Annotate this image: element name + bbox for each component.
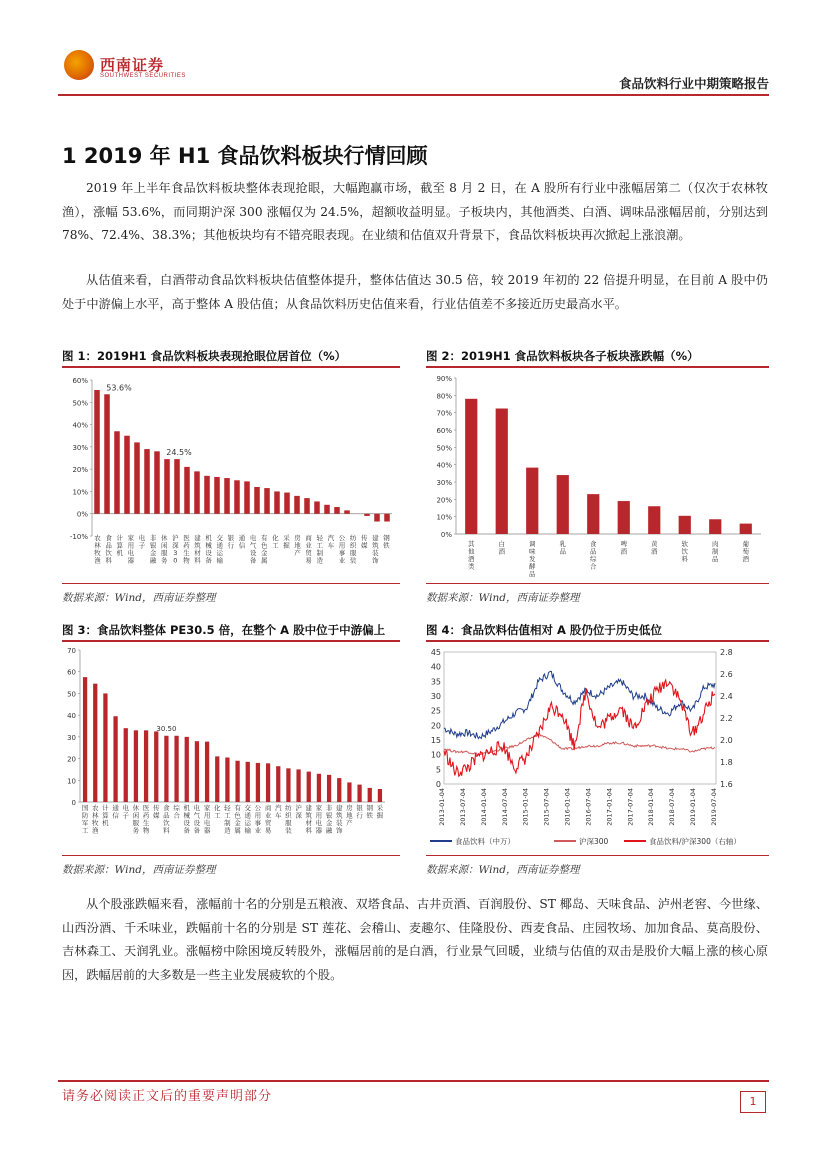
legend-label: 食品饮料（中万） (455, 837, 515, 846)
x-tick-label: 采掘 (376, 804, 384, 820)
paragraph-1: 2019 年上半年食品饮料板块整体表现抢眼，大幅跑赢市场，截至 8 月 2 日，在 A 股所有行业中涨幅居第二（仅次于农林牧渔），涨幅 53.6%，而同期沪深 300 涨幅仅为 24.5%，超额收益明显。子板块内，其他酒类、白酒、调味品涨幅居前，分别达到 78%、72.4%、38.3%；其他板块均有不错亮眼表现。在业绩和估值双升背景下，食品饮料板块再次掀起上涨浪潮。 (62, 181, 768, 242)
x-tick-label: 2019-01-04 (689, 788, 698, 826)
bar-公用事业 (294, 496, 300, 514)
x-tick-label: 化工 (272, 534, 279, 550)
bar-通信 (113, 716, 117, 802)
fig1-bottom-line (62, 583, 400, 584)
y-tick-label: 10 (67, 777, 76, 786)
fig3-chart (62, 644, 402, 854)
bar-采掘 (378, 789, 382, 802)
y-tick-label: 30 (67, 733, 76, 742)
bar-其他酒类 (465, 399, 477, 534)
x-tick-label: 休闲服务 (160, 534, 168, 565)
y-right-tick-label: 2.8 (720, 648, 733, 657)
bar-轻工制造 (225, 757, 229, 802)
bar-建筑材料 (307, 772, 311, 802)
y-left-tick-label: 15 (430, 736, 441, 745)
x-tick-label: 家用电器 (203, 804, 211, 835)
x-tick-label: 通信 (112, 804, 119, 820)
bar-传媒 (324, 505, 330, 514)
bar-机械设备 (185, 737, 189, 802)
report-title: 食品饮料行业中期策略报告 (618, 76, 769, 91)
bar-建筑装饰 (274, 491, 280, 513)
bar-钢铁 (368, 788, 372, 802)
x-tick-label: 商业贸易 (264, 804, 272, 835)
bar-有色金属 (224, 478, 230, 514)
y-left-tick-label: 30 (430, 692, 441, 701)
fig4-divider (426, 640, 769, 642)
y-right-tick-label: 2.4 (720, 692, 733, 701)
bar-软饮料 (679, 516, 691, 534)
bar-休闲服务 (134, 730, 138, 802)
data-label: 53.6% (106, 383, 132, 393)
y-tick-label: 40% (72, 421, 88, 430)
fig4-source: 数据来源：Wind，西南证券整理 (426, 864, 580, 876)
y-tick-label: 40 (67, 712, 76, 721)
x-tick-label: 电气设备 (193, 804, 201, 835)
bar-食品饮料 (164, 736, 168, 802)
bar-银行 (357, 785, 361, 802)
y-tick-label: 20% (436, 496, 452, 505)
bar-国防军工 (304, 498, 310, 514)
fig3-source: 数据来源：Wind，西南证券整理 (62, 864, 216, 876)
bar-商业贸易 (254, 487, 260, 514)
y-right-tick-label: 1.8 (720, 758, 733, 767)
legend-label: 沪深300 (579, 837, 609, 846)
y-tick-label: 50% (72, 399, 88, 408)
x-tick-label: 软饮料 (681, 540, 688, 563)
y-tick-label: 50 (67, 690, 76, 699)
x-tick-label: 建筑材料 (305, 804, 312, 835)
y-tick-label: 60% (72, 377, 88, 385)
x-tick-label: 2015-01-04 (521, 788, 530, 826)
x-tick-label: 沪深 (295, 804, 302, 820)
bar-电气设备 (214, 477, 220, 514)
bar-非银金融 (144, 449, 150, 514)
x-tick-label: 沪深 3 0 (172, 534, 179, 565)
bar-黄酒 (648, 506, 660, 534)
series-line-食品饮料/沪深300（右轴） (444, 680, 715, 776)
x-tick-label: 交通运输 (244, 804, 251, 835)
x-tick-label: 2016-01-04 (563, 788, 572, 826)
fig3-divider (62, 640, 400, 642)
y-tick-label: 0% (76, 510, 88, 519)
y-right-tick-label: 2.2 (720, 714, 733, 723)
bar-计算机 (114, 431, 120, 513)
y-tick-label: 60 (67, 668, 76, 677)
y-tick-label: 20% (72, 466, 88, 475)
y-left-tick-label: 5 (435, 765, 441, 775)
x-tick-label: 银行 (227, 534, 235, 550)
x-tick-label: 黄酒 (651, 540, 658, 556)
x-tick-label: 2017-01-04 (605, 788, 614, 826)
y-tick-label: 0% (440, 531, 452, 539)
x-tick-label: 非银金融 (149, 534, 157, 565)
y-tick-label: 90% (436, 375, 452, 383)
bar-银行 (364, 514, 370, 516)
x-tick-label: 汽车 (275, 804, 282, 820)
fig3-bottom-line (62, 855, 400, 856)
x-tick-label: 2013-07-04 (458, 788, 467, 826)
x-tick-label: 公用事业 (254, 804, 262, 835)
x-tick-label: 农林牧渔 (94, 534, 101, 565)
bar-沪深300 (164, 459, 170, 514)
x-tick-label: 2014-01-04 (479, 788, 488, 826)
x-tick-label: 肉制品 (712, 540, 719, 563)
bar-农林牧渔 (93, 684, 97, 802)
y-left-tick-label: 25 (430, 706, 441, 716)
x-tick-label: 交通运输 (216, 534, 224, 565)
x-tick-label: 电子 (122, 804, 129, 820)
x-tick-label: 乳品 (559, 540, 566, 556)
x-tick-label: 食品综合 (590, 540, 597, 571)
bar-啤酒 (618, 501, 630, 534)
x-tick-label: 家用电器 (127, 534, 135, 565)
x-tick-label: 轻工制造 (316, 534, 324, 565)
x-tick-label: 其他酒类 (468, 540, 475, 571)
bar-汽车 (264, 488, 270, 514)
y-tick-label: 70 (67, 647, 76, 655)
x-tick-label: 电子 (138, 534, 146, 550)
fig1-divider (62, 366, 400, 368)
x-tick-label: 银行 (356, 804, 363, 820)
x-tick-label: 计算机 (116, 534, 124, 557)
y-right-tick-label: 2.0 (720, 736, 733, 745)
fig2-chart (426, 370, 769, 580)
x-tick-label: 汽车 (327, 534, 335, 550)
bar-国防军工 (83, 677, 87, 802)
bar-家用电器2 (317, 774, 321, 802)
y-tick-label: 70% (436, 409, 452, 418)
y-tick-label: 80% (436, 392, 452, 401)
x-tick-label: 医药生物 (142, 804, 150, 835)
bar-建筑装饰 (337, 778, 341, 802)
bar-化工 (215, 756, 219, 802)
y-right-tick-label: 2.6 (720, 670, 733, 679)
bar-非银金融 (327, 775, 331, 802)
x-tick-label: 钢铁 (366, 804, 373, 820)
bar-休闲服务 (154, 451, 160, 513)
x-tick-label: 商业贸易 (305, 534, 312, 565)
x-tick-label: 轻工制造 (224, 804, 231, 835)
x-tick-label: 休闲服务 (132, 804, 140, 835)
y-left-tick-label: 10 (430, 750, 441, 760)
bar-调味发酵品 (526, 468, 538, 534)
x-tick-label: 采掘 (283, 534, 290, 550)
bar-公用事业 (256, 763, 260, 802)
data-label: 24.5% (166, 448, 192, 458)
fig1-source: 数据来源：Wind，西南证券整理 (62, 592, 216, 604)
bar-交通运输 (246, 762, 250, 802)
bar-沪深300 (296, 769, 300, 802)
fig3-title: 图 3：食品饮料整体 PE30.5 倍，在整个 A 股中位于中游偏上 (62, 623, 386, 637)
y-tick-label: 40% (436, 461, 452, 470)
x-tick-label: 房地产 (346, 804, 353, 827)
x-tick-label: 有色金属 (234, 804, 241, 835)
footer-divider (58, 1080, 769, 1082)
x-tick-label: 传媒 (360, 534, 368, 550)
bar-肉制品 (709, 519, 721, 534)
fig1-title: 图 1：2019H1 食品饮料板块表现抢眼位居首位（%） (62, 349, 347, 363)
x-tick-label: 计算机 (102, 804, 109, 827)
x-tick-label: 纺织服装 (285, 804, 292, 835)
x-tick-label: 2013-01-04 (438, 788, 446, 826)
x-tick-label: 房地产 (294, 534, 301, 557)
y-tick-label: 20 (67, 755, 76, 764)
x-tick-label: 建筑装饰 (372, 534, 379, 565)
y-tick-label: 50% (436, 444, 452, 453)
section-title: 1 2019 年 H1 食品饮料板块行情回顾 (62, 144, 428, 168)
data-label: 30.50 (156, 724, 177, 733)
y-left-tick-label: 35 (430, 677, 441, 687)
x-tick-label: 有色金属 (260, 534, 268, 565)
x-tick-label: 2018-07-04 (668, 788, 677, 826)
x-tick-label: 传媒 (153, 804, 160, 820)
fig1-chart (62, 370, 402, 580)
bar-纺织服装 (286, 768, 290, 802)
x-tick-label: 食品饮料 (163, 804, 170, 835)
bar-传媒 (154, 731, 158, 802)
fig2-divider (426, 366, 769, 368)
y-tick-label: 10% (72, 488, 88, 497)
x-tick-label: 建筑材料 (194, 534, 201, 565)
x-tick-label: 公用事业 (338, 534, 346, 565)
bar-电气设备 (195, 741, 199, 802)
y-tick-label: 30% (436, 479, 452, 487)
x-tick-label: 通信 (238, 534, 246, 550)
bar-商业贸易 (266, 763, 270, 802)
x-tick-label: 机械设备 (183, 804, 190, 835)
bar-食品饮料 (104, 394, 110, 513)
bar-交通运输 (204, 476, 210, 514)
series-line-沪深300 (444, 734, 715, 755)
bar-医药生物 (184, 467, 190, 514)
y-left-tick-label: 40 (430, 662, 441, 672)
x-tick-label: 2016-07-04 (584, 788, 593, 826)
bar-房地产 (374, 514, 380, 522)
logo-cn-text: 西南证券 (100, 56, 165, 74)
x-tick-label: 医药生物 (183, 534, 190, 565)
x-tick-label: 钢铁 (383, 534, 390, 550)
x-tick-label: 化工 (214, 804, 221, 820)
y-left-tick-label: 0 (435, 780, 441, 789)
header-divider (58, 94, 769, 96)
x-tick-label: 调味发酵品 (529, 540, 536, 578)
paragraph-3: 从个股涨跌幅来看，涨幅前十名的分别是五粮液、双塔食品、古井贡酒、百润股份、ST 椰岛、天味食品、泸州老窖、今世缘、山西汾酒、千禾味业，跌幅前十名的分别是 ST 莲花、会稽山、麦趣尔、佳隆股份、西麦食品、庄园牧场、加加食品、莫高股份、吉林森工、天润乳业。涨幅榜中除困境反转股外，涨幅居前的是白酒，行业景气回暖，业绩与估值的双击是股价大幅上涨的核心原因，跌幅居前的大多数是一些主业发展疲软的个股。 (62, 897, 768, 982)
y-tick-label: -10% (69, 533, 88, 541)
legend-label: 食品饮料/沪深300（右轴） (649, 837, 741, 846)
logo-en-text: SOUTHWEST SECURITIES (100, 73, 186, 79)
bar-钢铁 (244, 481, 250, 513)
y-tick-label: 60% (436, 427, 452, 435)
bar-农林牧渔 (94, 390, 100, 514)
bar-有色金属 (235, 761, 239, 802)
y-tick-label: 10% (436, 513, 452, 522)
bar-葡萄酒 (740, 524, 752, 534)
fig2-title: 图 2：2019H1 食品饮料板块各子板块涨跌幅（%） (426, 349, 699, 363)
bar-综合 (174, 736, 178, 802)
fig2-source: 数据来源：Wind，西南证券整理 (426, 592, 580, 604)
footer-disclaimer: 请务必阅读正文后的重要声明部分 (62, 1089, 273, 1104)
x-tick-label: 2019-07-04 (710, 788, 718, 826)
bar-机械设备 (334, 507, 340, 514)
x-tick-label: 葡萄酒 (742, 540, 749, 563)
y-right-tick-label: 1.6 (720, 780, 733, 789)
bar-化工 (234, 480, 240, 513)
x-tick-label: 食品饮料 (105, 534, 112, 565)
series-line-食品饮料（中万） (444, 671, 715, 738)
page-number: 1 (740, 1091, 766, 1113)
bar-采掘 (344, 510, 350, 513)
fig4-chart (426, 644, 769, 854)
fig4-title: 图 4：食品饮料估值相对 A 股仍位于历史低位 (426, 623, 662, 637)
bar-房地产 (347, 782, 351, 802)
bar-电子 (124, 728, 128, 802)
x-tick-label: 2017-07-04 (626, 788, 635, 826)
x-tick-label: 电气设备 (249, 534, 257, 565)
y-left-tick-label: 20 (430, 721, 441, 731)
fig2-bottom-line (426, 583, 769, 584)
bar-白酒 (496, 409, 508, 534)
bar-医药生物 (144, 730, 148, 802)
bar-家用电器 (124, 436, 130, 514)
bar-轻工制造 (284, 493, 290, 514)
x-tick-label: 机械设备 (205, 534, 212, 565)
bar-食品综合 (587, 494, 599, 534)
bar-建筑材料 (194, 471, 200, 513)
x-tick-label: 啤酒 (620, 540, 627, 556)
fig4-bottom-line (426, 855, 769, 856)
y-left-tick-label: 45 (430, 648, 441, 657)
y-tick-label: 0 (71, 799, 76, 807)
x-tick-label: 纺织服装 (349, 534, 357, 565)
bar-计算机 (103, 693, 107, 802)
bar-纺织服装 (314, 501, 320, 513)
x-tick-label: 2015-07-04 (542, 788, 551, 826)
bar-家用电器 (205, 742, 209, 802)
bar-汽车 (276, 766, 280, 802)
y-tick-label: 30% (72, 443, 88, 452)
bar-乳品 (557, 475, 569, 534)
x-tick-label: 2014-07-04 (500, 788, 509, 826)
x-tick-label: 综合 (173, 804, 180, 820)
company-logo-icon (64, 50, 94, 80)
x-tick-label: 农林牧渔 (92, 804, 99, 835)
x-tick-label: 国防军工 (81, 804, 89, 835)
bar-电子 (134, 442, 140, 513)
x-tick-label: 家用电器 (315, 804, 323, 835)
x-tick-label: 建筑装饰 (336, 804, 343, 835)
bar-农林牧渔2 (384, 514, 390, 522)
x-tick-label: 白酒 (498, 540, 505, 556)
bar-通信 (174, 459, 180, 514)
x-tick-label: 非银金融 (325, 804, 333, 835)
paragraph-2: 从估值来看，白酒带动食品饮料板块估值整体提升，整体估值达 30.5 倍，较 2019 年初的 22 倍提升明显，在目前 A 股中仍处于中游偏上水平，高于整体 A 股估值；从食品饮料历史估值来看，行业估值差不多接近历史最高水平。 (62, 273, 768, 311)
x-tick-label: 2018-01-04 (647, 788, 656, 826)
